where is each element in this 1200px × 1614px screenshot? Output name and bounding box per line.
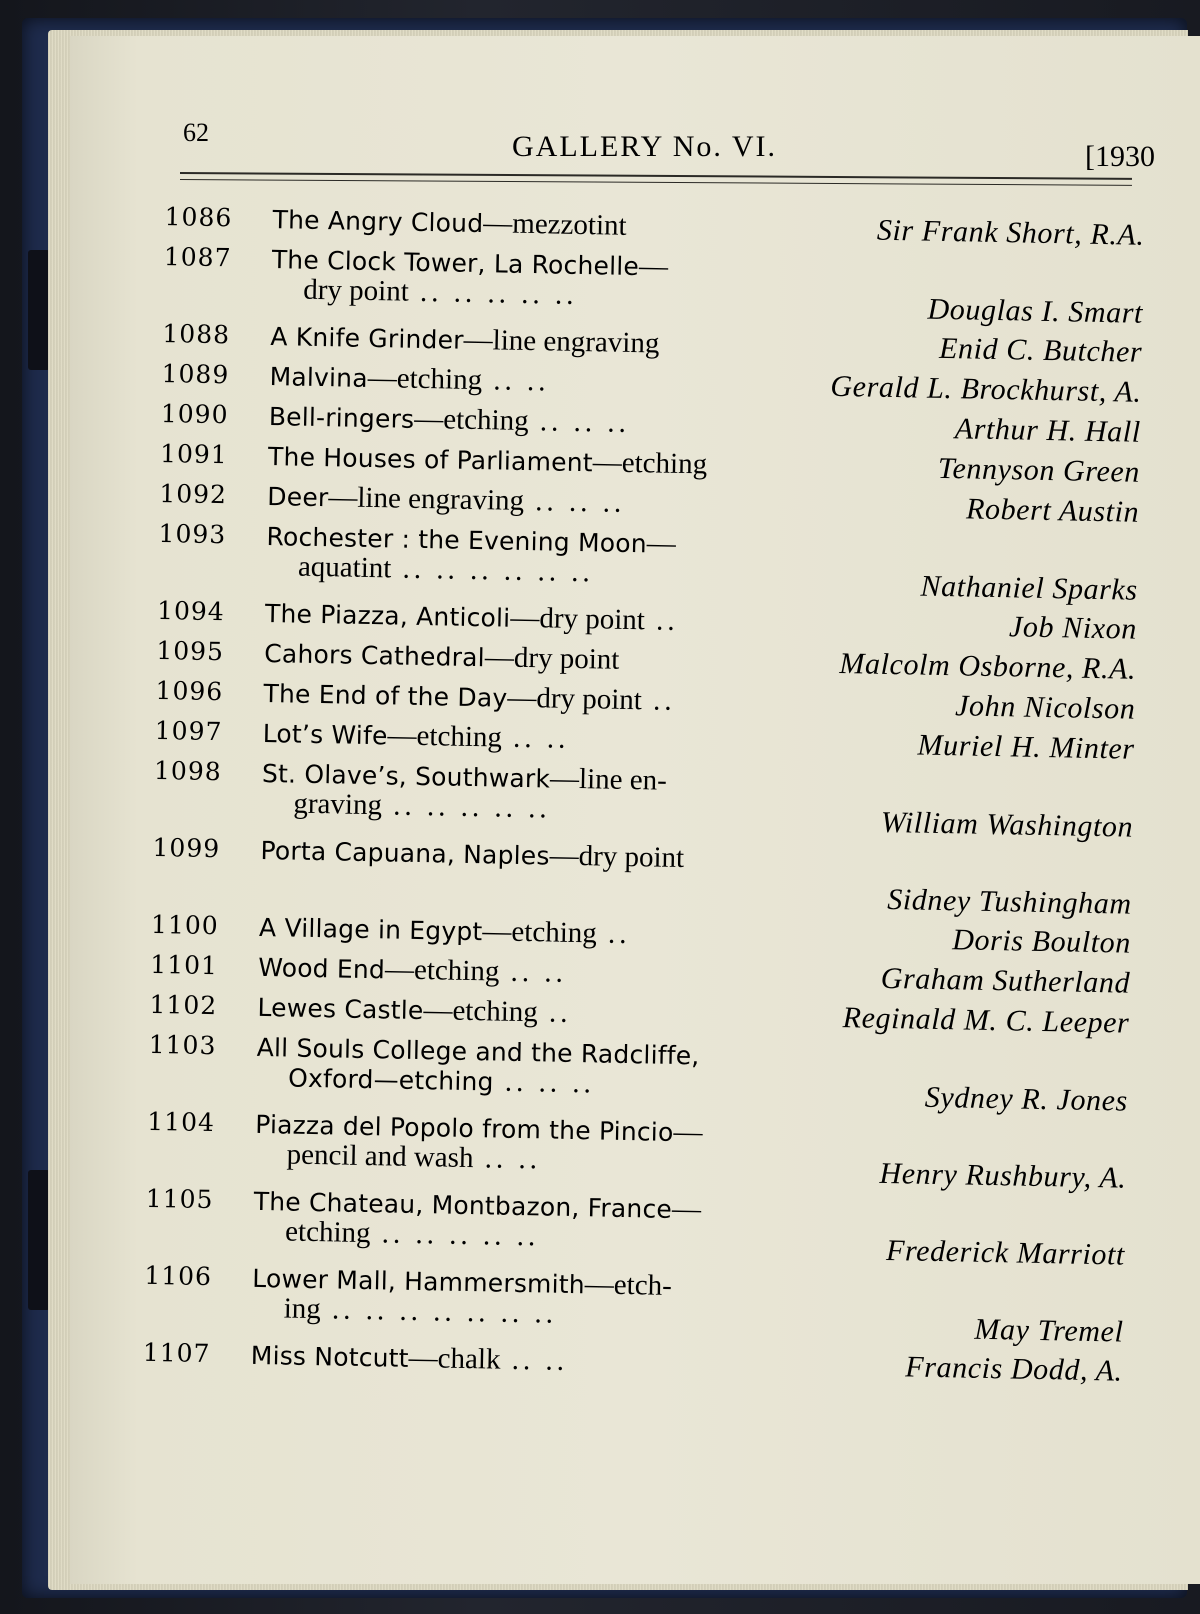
entry-number: 1099	[152, 832, 221, 864]
entry-title: Lower Mall, Hammersmith	[252, 1263, 586, 1300]
entry-title: The End of the Day	[263, 678, 508, 713]
entry-continuation: dry point .. .. .. .. ..	[302, 273, 578, 311]
entry-title: A Village in Egypt	[258, 912, 483, 947]
entry-medium: —etch-	[584, 1268, 673, 1302]
entry-title: Bell-ringers	[268, 402, 415, 434]
entry-title: The Clock Tower, La Rochelle	[271, 245, 640, 282]
entry-continuation: aquatint .. .. .. .. .. ..	[297, 550, 595, 589]
entry-title: The Houses of Parliament	[267, 442, 594, 478]
entry-title: Lewes Castle	[257, 992, 424, 1026]
entry-title-line	[270, 319, 660, 361]
entry-medium: —dry point	[507, 681, 643, 717]
entry-title: Rochester : the Evening Moon	[266, 522, 648, 559]
leader-dots: .. .. .. .. ..	[370, 1217, 540, 1253]
entry-number: 1103	[148, 1029, 217, 1061]
entry-artist: Sidney Tushingham	[887, 882, 1132, 921]
entry-title-line	[257, 990, 572, 1031]
page-number: 62	[183, 118, 209, 147]
entry-artist: May Tremel	[974, 1312, 1124, 1349]
entry-medium: —etching	[482, 915, 598, 950]
leader-dots: ..	[596, 917, 631, 951]
entry-medium: —etching	[367, 361, 483, 397]
entry-artist: Arthur H. Hall	[954, 412, 1142, 449]
entry-number: 1090	[160, 398, 229, 430]
entry-medium: —etching	[387, 719, 503, 754]
year-marker: [1930	[1085, 140, 1155, 173]
entry-artist: Sir Frank Short, R.A.	[876, 213, 1145, 252]
entry-number: 1096	[155, 675, 224, 707]
entry-number: 1086	[164, 201, 233, 233]
leader-dots: ..	[641, 684, 676, 717]
entry-number: 1088	[162, 318, 231, 350]
entry-title-line	[272, 202, 627, 244]
leader-dots: .. ..	[500, 1343, 569, 1377]
entry-continuation: pencil and wash .. ..	[286, 1138, 542, 1176]
entry-number: 1093	[158, 518, 227, 550]
leader-dots: ..	[537, 996, 572, 1029]
entry-number: 1100	[150, 909, 219, 941]
entry-number: 1102	[149, 989, 218, 1021]
entry-artist: Doris Boulton	[951, 923, 1132, 960]
entry-artist: Nathaniel Sparks	[920, 569, 1139, 607]
entry-number: 1105	[145, 1183, 214, 1215]
binding-tab	[28, 1170, 50, 1310]
entry-number: 1104	[147, 1106, 216, 1138]
entry-medium: —dry point	[510, 601, 646, 637]
entry-medium: —chalk	[408, 1341, 501, 1376]
entry-title: Cahors Cathedral	[264, 638, 486, 673]
entry-medium: —	[671, 1192, 702, 1226]
leader-dots: .. ..	[473, 1142, 542, 1176]
entry-number: 1097	[154, 715, 223, 747]
entry-title-line	[258, 950, 567, 991]
entry-artist: Francis Dodd, A.	[905, 1350, 1124, 1388]
entry-title-line	[263, 676, 676, 719]
entry-medium: —dry point	[549, 839, 685, 875]
entry-number: 1107	[142, 1337, 211, 1369]
entry-artist: Reginald M. C. Leeper	[842, 1001, 1130, 1040]
leader-dots: .. ..	[501, 721, 570, 755]
entry-title-line	[262, 716, 569, 757]
entry-continuation: graving .. .. .. .. ..	[293, 787, 552, 825]
entry-title-line	[250, 1338, 568, 1379]
leader-dots: .. .. ..	[528, 405, 631, 439]
binding-tab	[28, 250, 50, 370]
entry-medium: —line engraving	[463, 323, 660, 360]
entry-title-line	[268, 439, 708, 482]
entry-title-line	[269, 359, 550, 399]
entry-artist: Graham Sutherland	[880, 961, 1131, 1000]
entry-artist: Muriel H. Minter	[917, 728, 1135, 766]
entry-title-line	[260, 833, 684, 876]
leader-dots: ..	[644, 604, 679, 637]
entry-title: Deer	[267, 482, 329, 513]
entry-number: 1106	[144, 1260, 213, 1292]
entry-number: 1092	[159, 478, 228, 510]
entry-medium: —dry point	[484, 641, 620, 676]
entry-artist: John Nicolson	[954, 689, 1136, 726]
entry-title: The Chateau, Montbazon, France	[253, 1186, 673, 1224]
leader-dots: .. .. .. .. .. .. ..	[320, 1293, 558, 1330]
entry-artist: Douglas I. Smart	[927, 292, 1144, 330]
leader-dots: .. .. .. .. ..	[381, 789, 552, 825]
entry-artist: Tennyson Green	[937, 451, 1141, 489]
entry-title: Malvina	[269, 362, 369, 393]
entry-artist: Frederick Marriott	[885, 1234, 1126, 1272]
entry-continuation: etching .. .. .. .. ..	[284, 1215, 540, 1253]
entry-medium: —etching	[592, 446, 708, 481]
entry-medium: —line engraving	[328, 481, 525, 517]
entry-title-line	[267, 479, 626, 521]
entry-title: Lot’s Wife	[262, 718, 388, 751]
entry-title: Wood End	[258, 952, 386, 985]
entry-number: 1098	[153, 755, 222, 787]
entry-title: St. Olave’s, Southwark	[261, 758, 551, 794]
entry-medium: —etching	[414, 402, 529, 438]
entry-artist: William Washington	[880, 805, 1134, 844]
entry-medium: —line en-	[549, 762, 668, 797]
entry-medium: —etching	[423, 994, 539, 1029]
gallery-title: GALLERY No. VI.	[512, 130, 777, 163]
entry-number: 1094	[156, 595, 226, 627]
entry-number: 1095	[156, 635, 225, 667]
entry-continuation: ing .. .. .. .. .. .. ..	[283, 1292, 558, 1330]
entry-medium: —	[646, 527, 677, 560]
entry-number: 1089	[161, 358, 230, 390]
entry-medium: —	[673, 1115, 703, 1149]
entry-title-line	[259, 910, 631, 952]
entry-number: 1087	[163, 241, 232, 273]
entry-title: The Piazza, Anticoli	[264, 599, 511, 633]
entry-artist: Malcolm Osborne, R.A.	[839, 647, 1137, 686]
entry-artist: Robert Austin	[965, 492, 1140, 529]
catalogue-entries	[141, 200, 1145, 1459]
leader-dots: .. .. .. .. ..	[408, 275, 578, 311]
entry-artist: Henry Rushbury, A.	[879, 1156, 1127, 1195]
entry-number: 1101	[150, 949, 219, 981]
entry-artist: Gerald L. Brockhurst, A.	[830, 369, 1142, 409]
entry-artist: Sydney R. Jones	[924, 1080, 1129, 1118]
entry-medium: —etching	[384, 953, 500, 988]
entry-title-line	[269, 399, 631, 441]
leader-dots: .. .. .. .. .. ..	[391, 552, 595, 589]
leader-dots: .. ..	[481, 364, 550, 398]
entry-title: Piazza del Popolo from the Pincio	[254, 1109, 674, 1147]
leader-dots: .. .. ..	[523, 484, 626, 519]
entry-medium: —	[638, 250, 669, 283]
entry-number: 1091	[159, 438, 229, 470]
entry-title: Porta Capuana, Naples	[260, 835, 550, 871]
entry-title-line	[264, 636, 620, 678]
entry-title: The Angry Cloud	[272, 205, 484, 239]
leader-dots: .. ..	[499, 955, 568, 989]
entry-artist: Enid C. Butcher	[938, 331, 1143, 369]
entry-title: A Knife Grinder	[270, 322, 464, 355]
entry-medium: —mezzotint	[483, 207, 627, 242]
entry-artist: Job Nixon	[1008, 610, 1138, 646]
leader-dots: .. .. ..	[493, 1065, 596, 1100]
entry-title: Miss Notcutt	[250, 1340, 409, 1373]
entry-title-line	[265, 596, 679, 639]
entry-title: All Souls College and the Radcliffe,	[256, 1032, 700, 1071]
entry-continuation: Oxford—etching .. .. ..	[287, 1063, 596, 1100]
